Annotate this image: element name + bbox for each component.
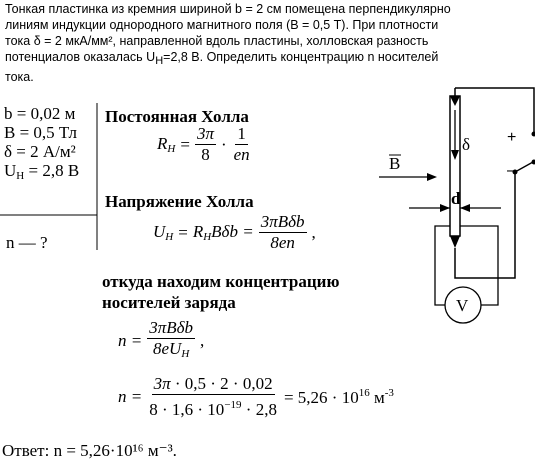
voltmeter-label: V (456, 296, 469, 315)
given-delta: δ = 2 А/м² (4, 142, 76, 161)
formula-n: n = $\frac{\text{3πBδb}}{8eU_H}$ , (118, 318, 205, 360)
formula-numeric: n = $\frac{3\pi \cdot 0,5 \cdot 2 \cdot 0,02}{8 \cdot 1,6 \cdot 10^{-19} \cdot 2,8}$ = $5,26 \cdot 10^{16}$ $м^{-3}$ (118, 374, 394, 419)
formula-hall-voltage: $U_H$ = $R_HB\delta b$ = $\frac{\text{3πBδb}}{8en}$ , (153, 212, 316, 252)
formula-hall-constant: $R_H$ = $\frac{3\pi}{8}$ · $\frac{1}{en}$ (157, 124, 250, 164)
hall-diagram (365, 82, 535, 337)
carriers-text: носителей заряда (102, 293, 236, 312)
problem-line-3: тока δ = 2 мкА/мм², направленной вдоль пластины, холловская разность (5, 34, 429, 48)
minus-label: – (507, 162, 516, 179)
problem-line-5: тока. (5, 70, 34, 84)
d-label: d (451, 189, 461, 208)
given-b: b = 0,02 м (4, 104, 76, 123)
problem-line-4: потенциалов оказалась $U_H=2,8$ В. Определить концентрацию n носителей (5, 50, 439, 67)
given-U: $U_H = 2,8$ В (4, 161, 80, 182)
b-field-label: B (389, 154, 401, 173)
given-B: B = 0,5 Тл (4, 123, 77, 142)
from-where-text: откуда находим концентрацию (102, 272, 340, 291)
find-n: n — ? (6, 233, 48, 252)
plus-label: + (507, 129, 517, 146)
hall-constant-title: Постоянная Холла (105, 107, 249, 126)
hall-voltage-title: Напряжение Холла (105, 192, 254, 211)
problem-line-1: Тонкая пластинка из кремния шириной b = 2 см помещена перпендикулярно (5, 2, 451, 16)
answer: Ответ: n = 5,26·10¹⁶ м⁻³. (2, 441, 177, 460)
problem-line-2: линиям индукции однородного магнитного поля (B = 0,5 Т). При плотности (5, 18, 439, 32)
delta-label: δ (462, 135, 471, 154)
plate-bottom-tip (450, 236, 460, 248)
